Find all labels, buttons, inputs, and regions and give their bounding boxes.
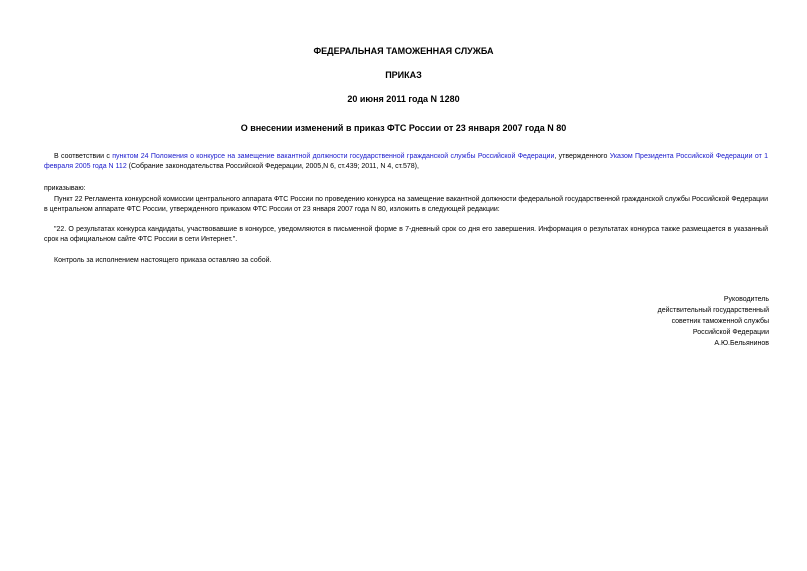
document-title: О внесении изменений в приказ ФТС России от 23 января 2007 года N 80: [240, 123, 567, 133]
signature-rank-1: действительный государственный: [657, 307, 769, 315]
signature-block: [569, 294, 769, 349]
signature-position: Руководитель: [723, 296, 769, 303]
basis-text-2: , утвержденного: [554, 153, 610, 160]
basis-text-3: (Собрание законодательства Российской Федерации, 2005,N 6, ст.439; 2011, N 4, ст.578),: [126, 163, 419, 170]
paragraph-control: Контроль за исполнением настоящего приказа оставляю за собой.: [54, 257, 272, 264]
signature-name: А.Ю.Бельянинов: [714, 340, 769, 348]
paragraph-amendment: Пункт 22 Регламента конкурсной комиссии центрального аппарата ФТС России по проведению конкурса на замещение вакантной должности федеральной государственной гражданской службы Российской Федерации в центральном аппарате ФТС России, утвержденного приказом ФТС России от 23 января 2007 года N 80, изложить в следующей редакции:: [44, 196, 768, 213]
link-regulation-item24[interactable]: пунктом 24 Положения о конкурсе на замещение вакантной должности государственной гражданской службы Российской Федерации: [112, 153, 555, 160]
signature-rank-2: советник таможенной службы: [671, 318, 769, 326]
link-presidential-decree[interactable]: Указом Президента Российской Федерации от 1 февраля 2005 года N 112: [44, 153, 769, 170]
order-word: приказываю:: [44, 185, 86, 192]
signature-rank-3: Российской Федерации: [692, 329, 769, 337]
doc-type: ПРИКАЗ: [385, 70, 422, 80]
paragraph-basis: [44, 152, 768, 172]
basis-text-1: В соответствии с: [54, 153, 113, 160]
date-number: 20 июня 2011 года N 1280: [347, 94, 460, 104]
paragraph-new-wording: "22. О результатах конкурса кандидаты, участвовавшие в конкурсе, уведомляются в письменной форме в 7-дневный срок со дня его завершения. Информация о результатах конкурса также размещается в указанный срок на официальном сайте ФТС России в сети Интернет.".: [44, 226, 768, 243]
agency-name: ФЕДЕРАЛЬНАЯ ТАМОЖЕННАЯ СЛУЖБА: [313, 46, 494, 56]
